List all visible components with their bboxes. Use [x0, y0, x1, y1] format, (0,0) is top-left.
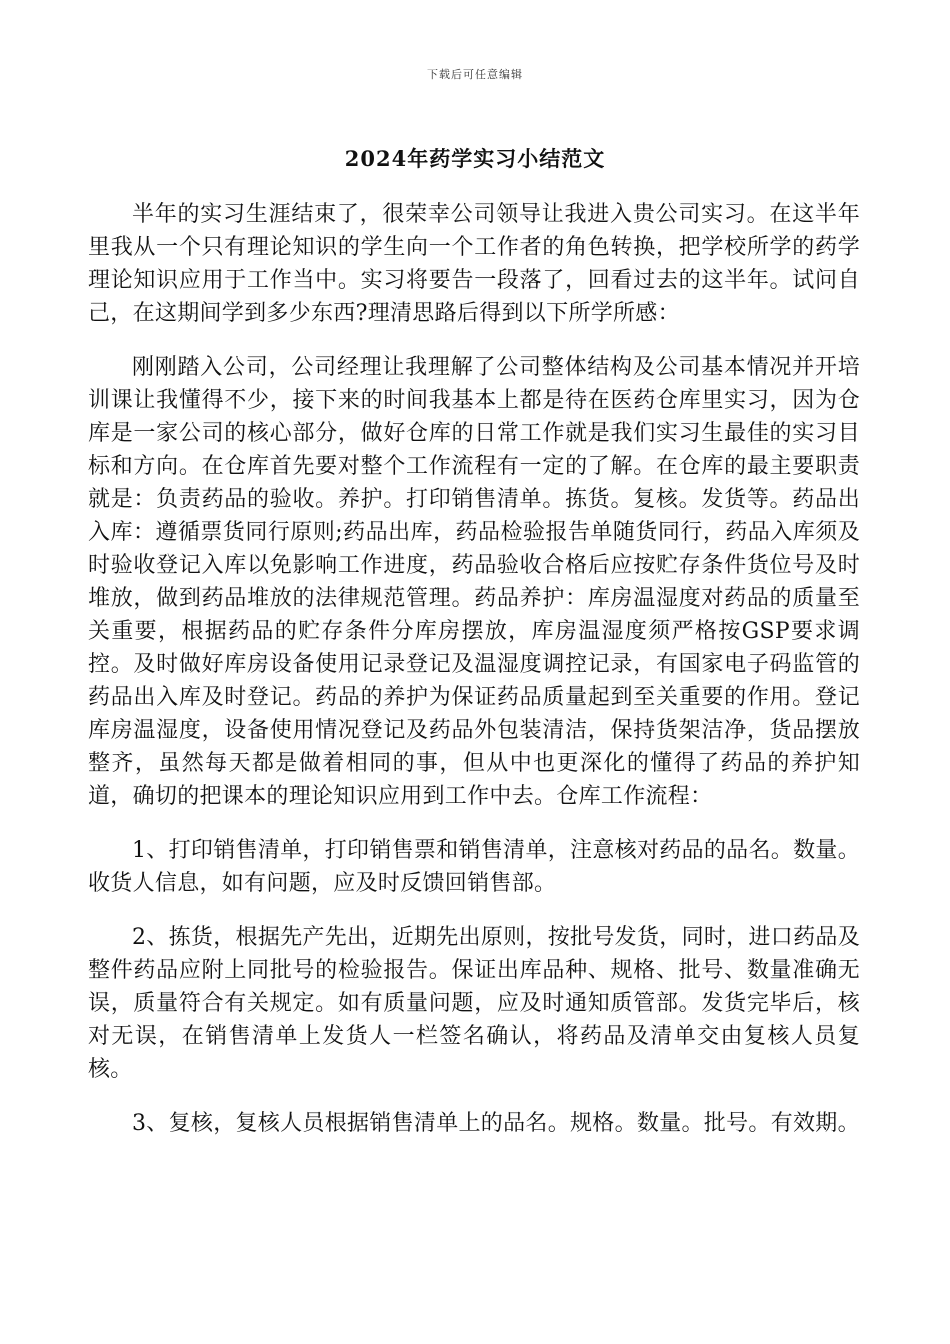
paragraph-step-2: 2、拣货，根据先产先出，近期先出原则，按批号发货，同时，进口药品及整件药品应附上同批号的检验报告。保证出库品种、规格、批号、数量准确无误，质量符合有关规定。如有质量问题，应及时通知质管部。发货完毕后，核对无误，在销售清单上发货人一栏签名确认，将药品及清单交由复核人员复核。 — [88, 925, 860, 1082]
paragraph-step-3: 3、复核，复核人员根据销售清单上的品名。规格。数量。批号。有效期。 — [132, 1111, 860, 1136]
document-body — [88, 198, 860, 1161]
paragraph-step-1: 1、打印销售清单，打印销售票和销售清单，注意核对药品的品名。数量。收货人信息，如有问题，应及时反馈回销售部。 — [88, 838, 860, 896]
paragraph-intro: 半年的实习生涯结束了，很荣幸公司领导让我进入贵公司实习。在这半年里我从一个只有理论知识的学生向一个工作者的角色转换，把学校所学的药学理论知识应用于工作当中。实习将要告一段落了，回看过去的这半年。试问自己，在这期间学到多少东西?理清思路后得到以下所学所感： — [88, 202, 860, 326]
header-note: 下载后可任意编辑 — [427, 68, 523, 81]
document-title: 2024年药学实习小结范文 — [344, 146, 606, 171]
paragraph-warehouse: 刚刚踏入公司，公司经理让我理解了公司整体结构及公司基本情况并开培训课让我懂得不少，接下来的时间我基本上都是待在医药仓库里实习，因为仓库是一家公司的核心部分，做好仓库的日常工作就是我们实习生最佳的实习目标和方向。在仓库首先要对整个工作流程有一定的了解。在仓库的最主要职责就是：负责药品的验收。养护。打印销售清单。拣货。复核。发货等。药品出入库：遵循票货同行原则;药品出库，药品检验报告单随货同行，药品入库须及时验收登记入库以免影响工作进度，药品验收合格后应按贮存条件货位号及时堆放，做到药品堆放的法律规范管理。药品养护：库房温湿度对药品的质量至关重要，根据药品的贮存条件分库房摆放，库房温湿度须严格按GSP要求调控。及时做好库房设备使用记录登记及温湿度调控记录，有国家电子码监管的药品出入库及时登记。药品的养护为保证药品质量起到至关重要的作用。登记库房温湿度，设备使用情况登记及药品外包装清洁，保持货架洁净，货品摆放整齐，虽然每天都是做着相同的事，但从中也更深化的懂得了药品的养护知道，确切的把课本的理论知识应用到工作中去。仓库工作流程： — [88, 355, 860, 809]
